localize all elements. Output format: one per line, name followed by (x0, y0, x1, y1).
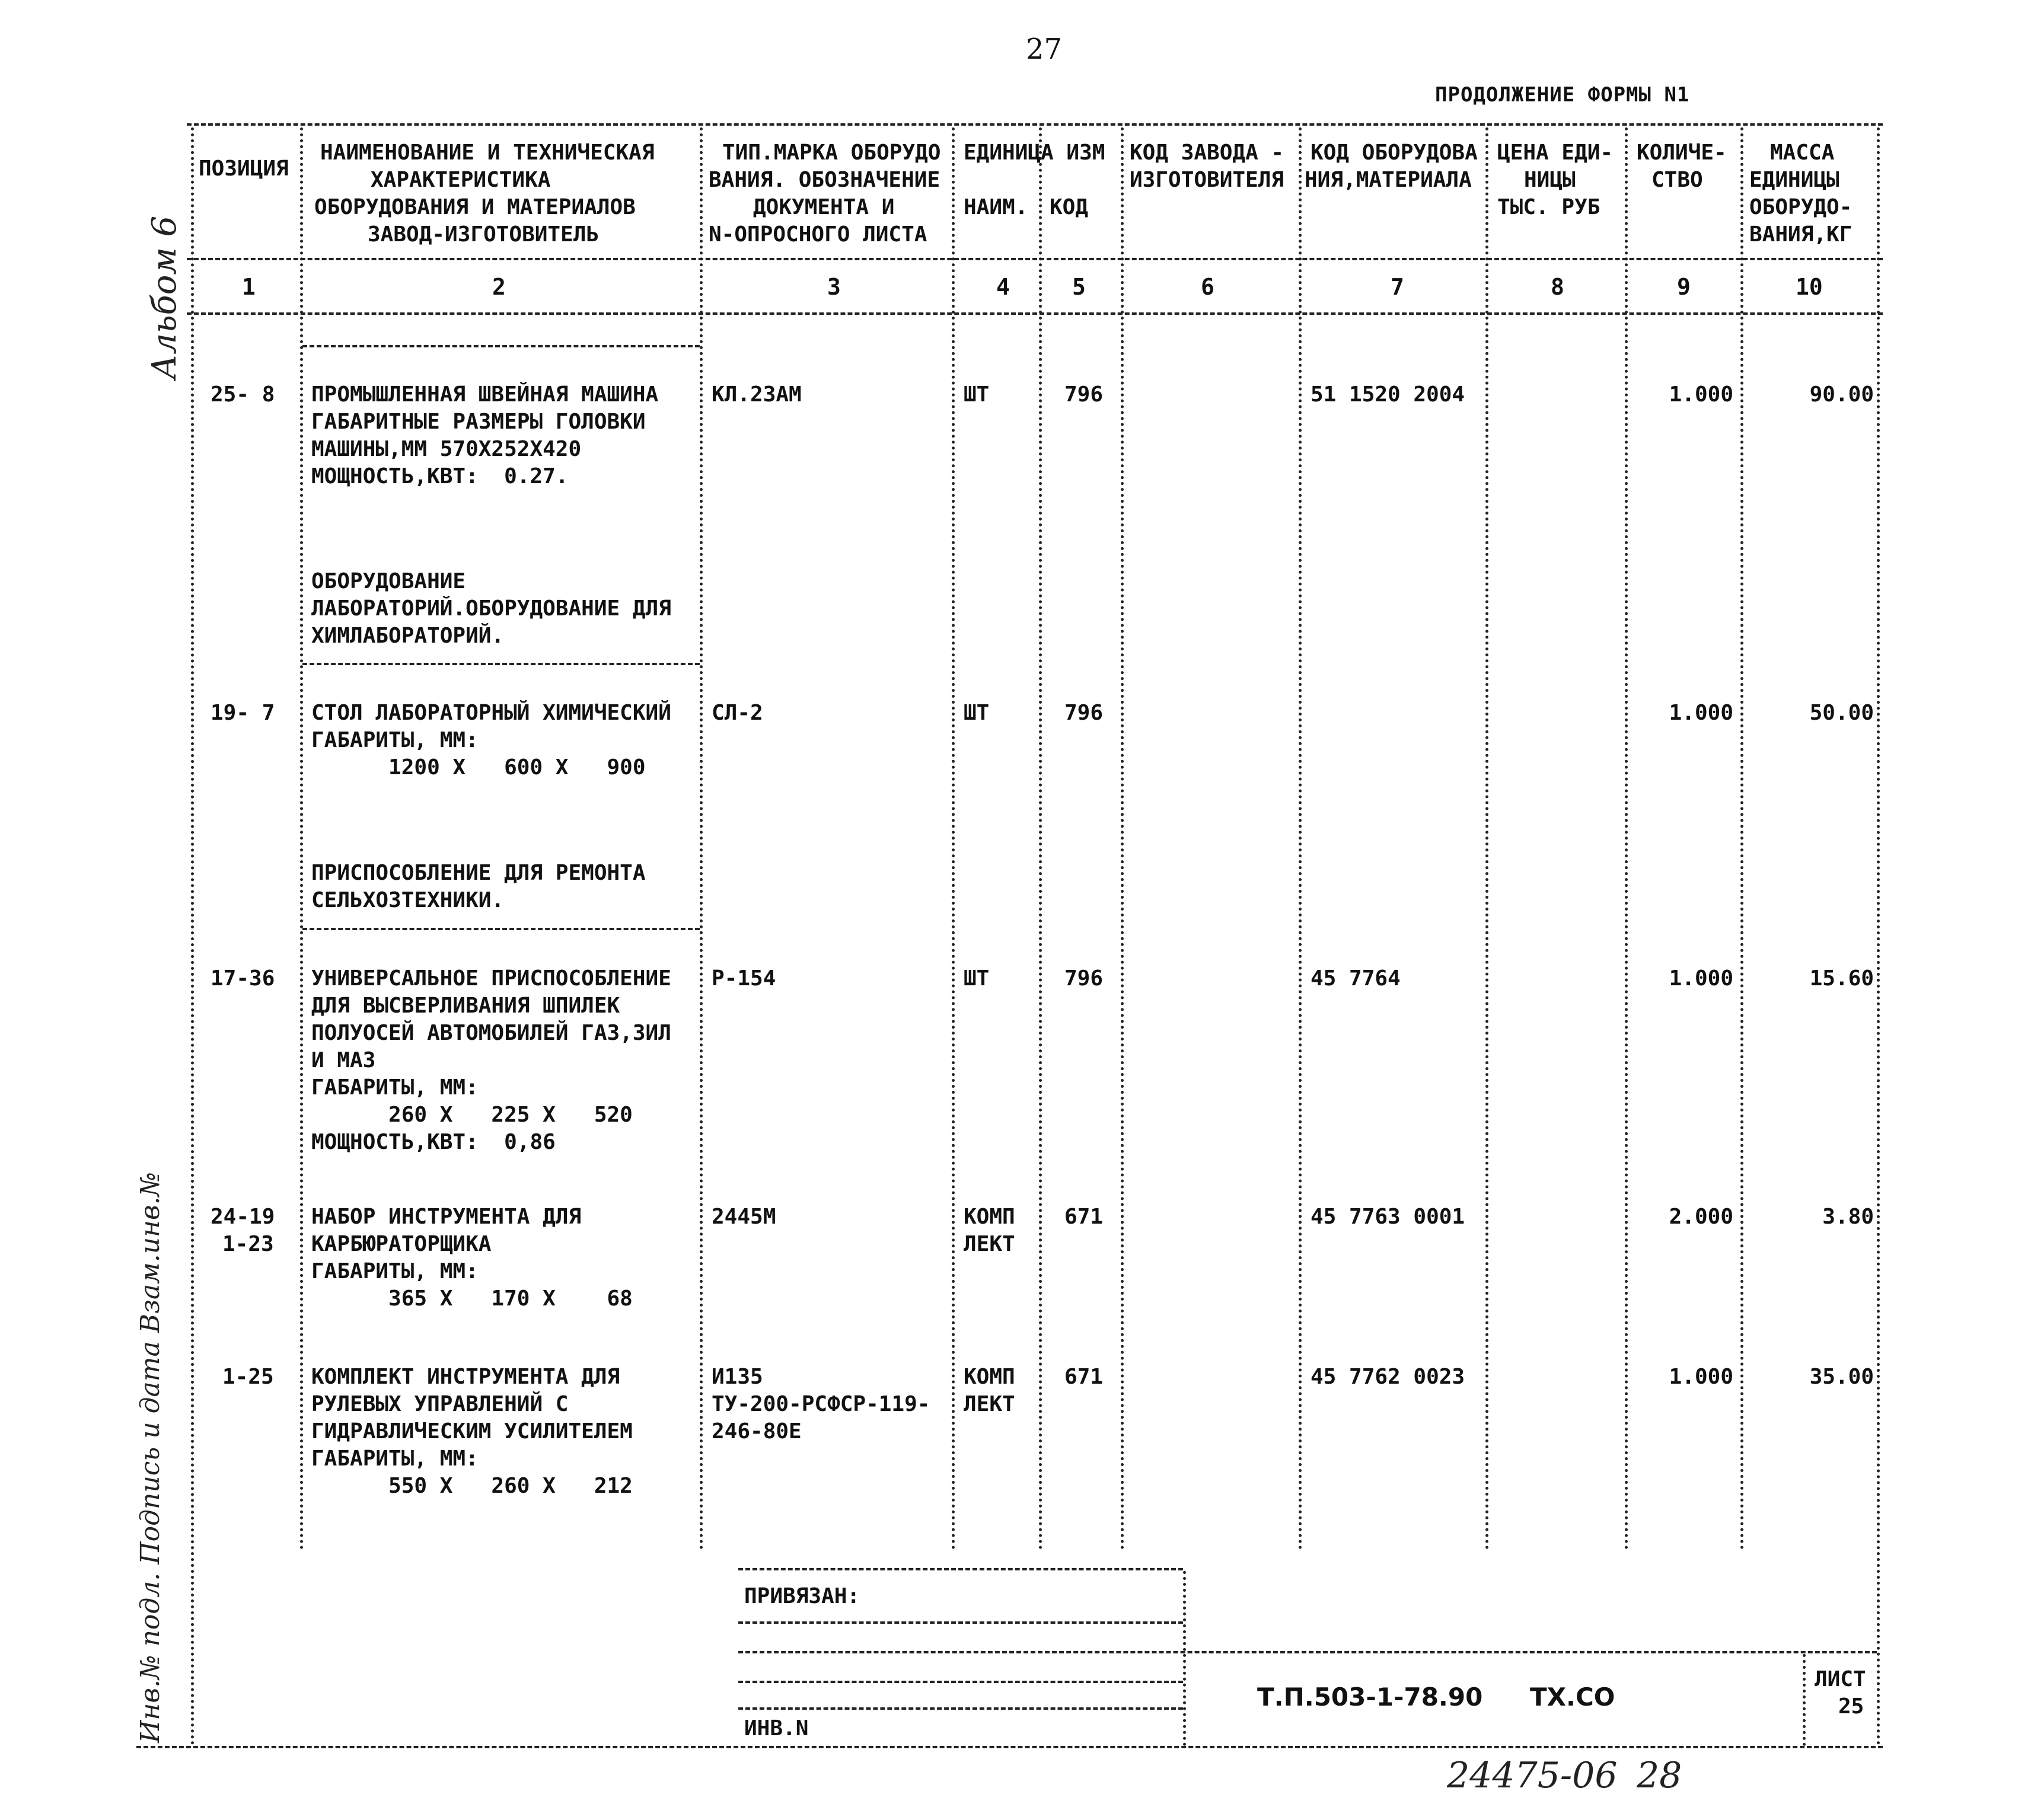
row-name-line: ГАБАРИТЫ, ММ: (311, 1259, 479, 1283)
row-position: 24-19 (211, 1205, 275, 1229)
header-unit-code: КОД (1050, 195, 1089, 219)
bottom-rule (136, 1746, 1883, 1748)
row-equip-code: 45 7764 (1311, 966, 1401, 991)
header-factory-2: ИЗГОТОВИТЕЛЯ (1130, 168, 1284, 192)
row-name-line: ГАБАРИТЫ, ММ: (311, 1075, 479, 1100)
col-sep-1 (300, 127, 303, 1550)
row-name-line: ГИДРАВЛИЧЕСКИМ УСИЛИТЕЛЕМ (311, 1419, 633, 1444)
side-stamp-label: Инв.№ подл. Подпись и дата Взам.инв.№ (135, 1171, 165, 1743)
col-sep-3 (952, 127, 955, 1550)
col-sep-8 (1625, 127, 1628, 1550)
header-type-3: ДОКУМЕНТА И (753, 195, 895, 219)
row-position: 19- 7 (211, 701, 275, 725)
header-type-2: ВАНИЯ. ОБОЗНАЧЕНИЕ (709, 168, 940, 192)
colnum-1: 1 (242, 274, 256, 300)
row-position: 17-36 (211, 966, 275, 991)
colnum-10: 10 (1796, 274, 1823, 300)
row-name-line: ДЛЯ ВЫСВЕРЛИВАНИЯ ШПИЛЕК (311, 994, 620, 1018)
row-quantity: 1.000 (1669, 382, 1733, 407)
appendix-title: ПРОДОЛЖЕНИЕ ФОРМЫ N1 (1435, 83, 1690, 107)
header-qty-1: КОЛИЧЕ- (1637, 141, 1727, 165)
header-mass-2: ЕДИНИЦЫ (1749, 168, 1839, 192)
row-name-line: ПОЛУОСЕЙ АВТОМОБИЛЕЙ ГАЗ,ЗИЛ (311, 1021, 671, 1045)
colnum-5: 5 (1072, 274, 1086, 300)
row-type: И135 (712, 1365, 763, 1389)
stamp-sep (1183, 1571, 1186, 1746)
bottom-archive-code: 24475-06 (1447, 1755, 1618, 1796)
header-qty-2: СТВО (1651, 168, 1703, 192)
header-name-1: НАИМЕНОВАНИЕ И ТЕХНИЧЕСКАЯ (320, 141, 655, 165)
colnum-rule (187, 312, 1883, 315)
name-sep-2 (302, 663, 700, 665)
header-name-4: ЗАВОД-ИЗГОТОВИТЕЛЬ (368, 222, 600, 247)
row-name-line: 260 Х 225 Х 520 (311, 1103, 633, 1127)
row-type: СЛ-2 (712, 701, 763, 725)
colnum-6: 6 (1201, 274, 1214, 300)
bottom-page-number: 28 (1637, 1755, 1682, 1796)
row-type: Р-154 (712, 966, 776, 991)
stamp-sheet-sep (1803, 1654, 1806, 1746)
row-name-line: ГАБАРИТНЫЕ РАЗМЕРЫ ГОЛОВКИ (311, 410, 646, 434)
top-rule (187, 123, 1883, 126)
header-mass-3: ОБОРУДО- (1749, 195, 1853, 219)
stamp-bound-label: ПРИВЯЗАН: (744, 1584, 860, 1608)
col-sep-7 (1485, 127, 1488, 1550)
row-name-line: НАБОР ИНСТРУМЕНТА ДЛЯ (311, 1205, 582, 1229)
row-name-line: ГАБАРИТЫ, ММ: (311, 1447, 479, 1471)
header-price-1: ЦЕНА ЕДИ- (1497, 141, 1614, 165)
row-mass: 35.00 (1809, 1365, 1874, 1389)
row-name-line: ХИМЛАБОРАТОРИЙ. (311, 624, 505, 648)
col-sep-2 (700, 127, 703, 1550)
header-unit-title: ЕДИНИЦА ИЗМ (964, 141, 1105, 165)
row-name-line: КОМПЛЕКТ ИНСТРУМЕНТА ДЛЯ (311, 1365, 620, 1389)
row-name-line: МАШИНЫ,ММ 570Х252Х420 (311, 437, 582, 461)
row-mass: 3.80 (1822, 1205, 1874, 1229)
header-factory-1: КОД ЗАВОДА - (1130, 141, 1284, 165)
row-unit: КОМП (964, 1205, 1015, 1229)
header-name-2: ХАРАКТЕРИСТИКА (371, 168, 551, 192)
row-unit: ЛЕКТ (964, 1232, 1015, 1256)
name-sep-3 (302, 928, 700, 930)
row-position-secondary: 1-23 (222, 1232, 274, 1256)
header-equip-1: КОД ОБОРУДОВА (1311, 141, 1478, 165)
row-name-line: ПРОМЫШЛЕННАЯ ШВЕЙНАЯ МАШИНА (311, 382, 659, 407)
header-price-3: ТЫС. РУБ (1497, 195, 1600, 219)
row-name-line: ОБОРУДОВАНИЕ (311, 569, 466, 593)
col-sep-9 (1740, 127, 1743, 1550)
name-sep-1 (302, 345, 700, 347)
row-unit: ШТ (964, 382, 990, 407)
row-name-line: МОЩНОСТЬ,КВТ: 0.27. (311, 464, 569, 488)
row-name-line: 1200 Х 600 Х 900 (311, 755, 646, 780)
row-name-line: ПРИСПОСОБЛЕНИЕ ДЛЯ РЕМОНТА (311, 861, 646, 885)
col-sep-0 (191, 127, 194, 1746)
stamp-inv-label: ИНВ.N (744, 1716, 809, 1741)
header-pos: ПОЗИЦИЯ (199, 157, 289, 181)
row-mass: 15.60 (1809, 966, 1874, 991)
row-name-line: МОЩНОСТЬ,КВТ: 0,86 (311, 1130, 556, 1154)
row-type: 246-80Е (712, 1419, 802, 1444)
row-name-line: СТОЛ ЛАБОРАТОРНЫЙ ХИМИЧЕСКИЙ (311, 701, 671, 725)
row-name-line: УНИВЕРСАЛЬНОЕ ПРИСПОСОБЛЕНИЕ (311, 966, 671, 991)
stamp-rule-3 (738, 1681, 1183, 1683)
row-unit-code: 796 (1064, 966, 1104, 991)
colnum-4: 4 (996, 274, 1010, 300)
row-unit: КОМП (964, 1365, 1015, 1389)
row-equip-code: 45 7763 0001 (1311, 1205, 1465, 1229)
stamp-rule-1 (738, 1621, 1183, 1624)
row-unit: ШТ (964, 966, 990, 991)
row-unit-code: 796 (1064, 701, 1104, 725)
colnum-2: 2 (492, 274, 506, 300)
row-mass: 50.00 (1809, 701, 1874, 725)
colnum-8: 8 (1551, 274, 1564, 300)
header-equip-2: НИЯ,МАТЕРИАЛА (1305, 168, 1472, 192)
row-name-line: СЕЛЬХОЗТЕХНИКИ. (311, 888, 505, 912)
row-equip-code: 51 1520 2004 (1311, 382, 1465, 407)
header-rule (187, 258, 1883, 260)
col-sep-6 (1299, 127, 1302, 1550)
row-quantity: 1.000 (1669, 1365, 1733, 1389)
header-price-2: НИЦЫ (1524, 168, 1576, 192)
stamp-rule-4 (738, 1707, 1183, 1710)
row-position: 1-25 (222, 1365, 274, 1389)
header-mass-4: ВАНИЯ,КГ (1749, 222, 1853, 247)
header-unit-name: НАИМ. (964, 195, 1028, 219)
colnum-9: 9 (1677, 274, 1691, 300)
row-type: 2445М (712, 1205, 776, 1229)
row-unit-code: 671 (1064, 1365, 1104, 1389)
header-type-1: ТИП.МАРКА ОБОРУДО (722, 141, 941, 165)
row-mass: 90.00 (1809, 382, 1874, 407)
row-unit: ЛЕКТ (964, 1392, 1015, 1416)
col-sep-4 (1039, 127, 1042, 1550)
header-name-3: ОБОРУДОВАНИЯ И МАТЕРИАЛОВ (314, 195, 636, 219)
header-type-4: N-ОПРОСНОГО ЛИСТА (709, 222, 927, 247)
row-quantity: 1.000 (1669, 966, 1733, 991)
row-name-line: 550 Х 260 Х 212 (311, 1474, 633, 1498)
row-position: 25- 8 (211, 382, 275, 407)
row-name-line: ГАБАРИТЫ, ММ: (311, 728, 479, 752)
row-type: ТУ-200-РСФСР-119- (712, 1392, 930, 1416)
col-sep-10 (1877, 127, 1880, 1746)
colnum-3: 3 (827, 274, 841, 300)
row-quantity: 1.000 (1669, 701, 1733, 725)
stamp-sheet-number: 25 (1838, 1694, 1864, 1719)
album-label: Альбом 6 (145, 215, 184, 379)
row-unit-code: 671 (1064, 1205, 1104, 1229)
col-sep-5 (1121, 127, 1124, 1550)
stamp-top-rule (738, 1568, 1183, 1570)
colnum-7: 7 (1391, 274, 1404, 300)
row-unit: ШТ (964, 701, 990, 725)
header-mass-1: МАССА (1770, 141, 1835, 165)
row-name-line: И МАЗ (311, 1048, 376, 1072)
page-number: 27 (1026, 33, 1063, 66)
row-name-line: 365 Х 170 Х 68 (311, 1286, 633, 1311)
row-equip-code: 45 7762 0023 (1311, 1365, 1465, 1389)
stamp-rule-2 (738, 1651, 1877, 1653)
row-name-line: ЛАБОРАТОРИЙ.ОБОРУДОВАНИЕ ДЛЯ (311, 596, 671, 621)
row-unit-code: 796 (1064, 382, 1104, 407)
row-name-line: РУЛЕВЫХ УПРАВЛЕНИЙ С (311, 1392, 569, 1416)
row-name-line: КАРБЮРАТОРЩИКА (311, 1232, 492, 1256)
stamp-doc-suffix: ТХ.СО (1530, 1682, 1615, 1712)
row-quantity: 2.000 (1669, 1205, 1733, 1229)
stamp-doc-code: Т.П.503-1-78.90 (1257, 1682, 1483, 1712)
row-type: КЛ.23АМ (712, 382, 802, 407)
stamp-sheet-label: ЛИСТ (1815, 1667, 1866, 1691)
